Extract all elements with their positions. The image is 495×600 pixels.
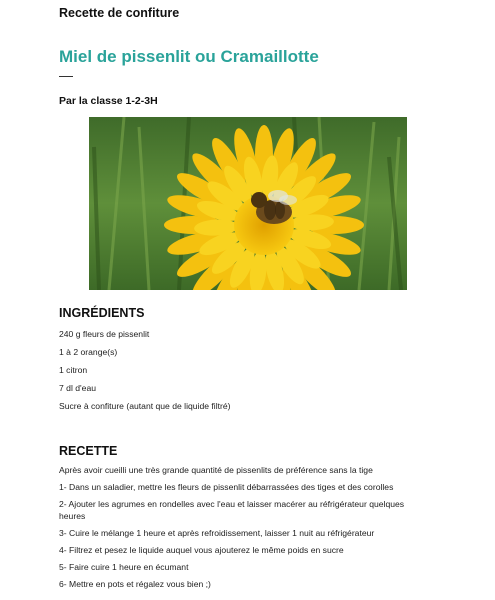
recette-heading: RECETTE — [59, 444, 118, 458]
list-item: 5- Faire cuire 1 heure en écumant — [59, 562, 189, 572]
page-title: Miel de pissenlit ou Cramaillotte — [59, 47, 319, 66]
list-item: Après avoir cueilli une très grande quantité de pissenlits de préférence sans la tige — [59, 465, 373, 475]
list-item: 3- Cuire le mélange 1 heure et après refroidissement, laisser 1 nuit au réfrigérateur — [59, 528, 375, 538]
list-item: 7 dl d'eau — [59, 383, 97, 393]
ingredients-heading: INGRÉDIENTS — [59, 306, 145, 320]
list-item: Sucre à confiture (autant que de liquide filtré) — [59, 401, 231, 411]
byline: Par la classe 1-2-3H — [59, 95, 158, 107]
document-header: Recette de confiture — [59, 6, 180, 20]
list-item: 6- Mettre en pots et régalez vous bien ;) — [59, 579, 211, 589]
recipe-steps-list — [59, 464, 419, 595]
title-underline — [59, 76, 73, 77]
list-item: 2- Ajouter les agrumes en rondelles avec l'eau et laisser macérer au réfrigérateur quelques heures — [59, 499, 405, 521]
ingredients-list — [59, 328, 231, 418]
list-item: 240 g fleurs de pissenlit — [59, 329, 150, 339]
list-item: 1- Dans un saladier, mettre les fleurs de pissenlit débarrassées des tiges et des corolles — [59, 482, 394, 492]
list-item: 1 citron — [59, 365, 88, 375]
dandelion-bee-photo — [89, 117, 407, 290]
list-item: 4- Filtrez et pesez le liquide auquel vous ajouterez le même poids en sucre — [59, 545, 344, 555]
list-item: 1 à 2 orange(s) — [59, 347, 118, 357]
